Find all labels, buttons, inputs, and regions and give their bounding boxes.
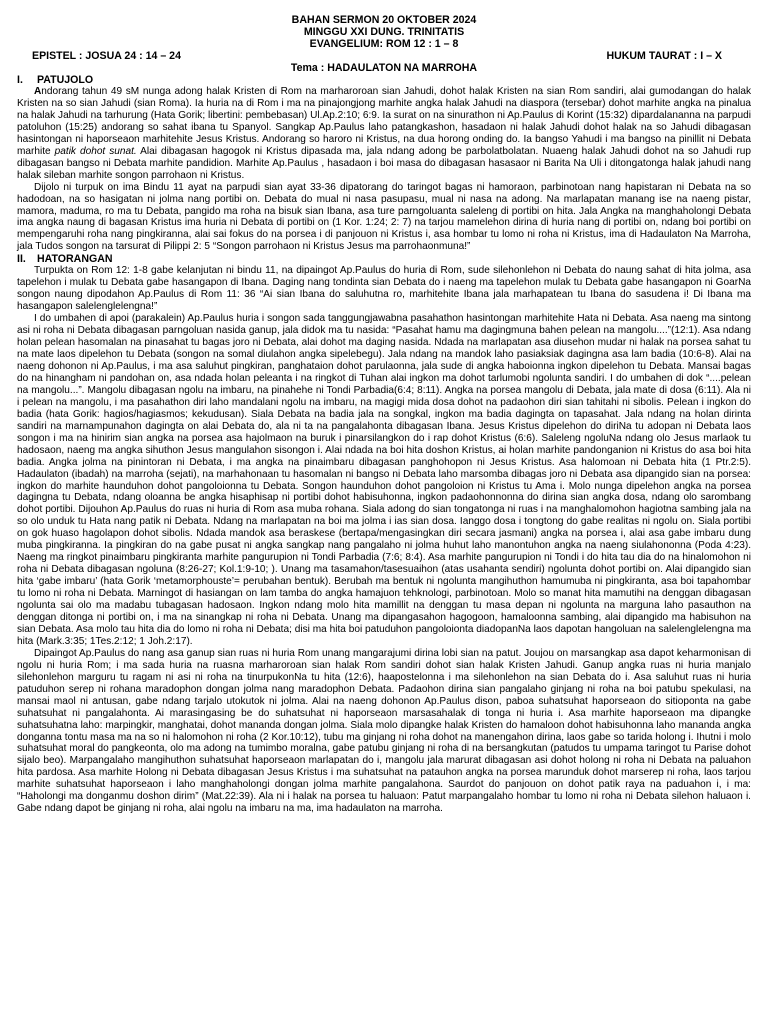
paragraph-italic-text: patik dohot sunat. — [54, 145, 137, 157]
header-title: BAHAN SERMON 20 OKTOBER 2024 — [291, 14, 477, 26]
hukum-taurat-reading: HUKUM TAURAT : I – X — [606, 50, 722, 62]
drop-letter: A — [34, 86, 42, 97]
paragraph: Dijolo ni turpuk on ima Bindu 11 ayat na parpudi sian ayat 33-36 dipatorang do taringot bagas ni hamoraon, parbinotoan nang hapistaran ni Debata na so hadodoan, na so hasigatan ni jolma nang portibi on. Debata do mual ni nasa pasupasu, mual ni nasa na adong. Na marlapatan manang ise na naeng pistar, mamora, maduma, ro ma tu Debata, pangido ma roha na bisuk sian Ibana, asa ture parngoluanta saleleng di portibi on hita. Jala Angka na manghaholongi Debata ima angka naung di bagasan Kristus ima huria ni Debata di portibi on (1 Kor. 1:24; 2: 7) na tarjou mamelehon dirina di huria nang di portibi on, ndang boi portibi on mempengaruhi roha nang pingkiranna, alai sai fokus do na porsea i di panjouon ni Kristus i, asa hombar tu lomo ni roha ni Kristus, ima di Hadaulaton Na Marroha, jala Tudos songon na tarsurat di Pilippi 2: 5 “Songon parrohaon ni Kristus Jesus ma parrohaonmuna!” — [17, 181, 751, 253]
section-heading-patujolo — [17, 74, 751, 86]
readings-row — [17, 50, 751, 62]
paragraph-text: Alai dibagasan hagogok ni Kristus dipasada ma, jala ndang adong be parbolatbolatan. Nuaeng halak Jahudi dohot na so Jahudi rup dibagasan bangso ni Debata marhite pandidion. Marhite Ap.Paulus , hasadaon i boi masa do dibagasan hasasaor ni Barita Na Uli i ditongatonga halak jahudi nang halak sileban marhite songon parrohaon ni Kristus. — [17, 145, 751, 181]
paragraph — [17, 86, 751, 182]
paragraph: Turpukta on Rom 12: 1-8 gabe kelanjutan ni bindu 11, na dipaingot Ap.Paulus do huria di Rom, sude silehonlehon ni Debata do naung sahat di hita jolma, asa tapelehon i mulak tu Debata gabe hasangapon di Ibana. Daging nang tondinta sian Debata do i naeng ma tapelehon mulak tu Debata gabe hasangapon ni GoarNa songon naung dipodahon Ap.Paulus di Rom 11: 36 “Ai sian Ibana do saluhutna ro, marhitehite Ibana jala marhapatean tu Ibana do sasudena i! Di Ibana ma hasangapon salelenglelengna!” — [17, 265, 751, 313]
paragraph: Dipaingot Ap.Paulus do nang asa ganup sian ruas ni huria Rom unang mangarajumi dirina lobi sian na patut. Joujou on marsangkap asa dapot keharmonisan di ngolu ni huria Rom; i ma sada huria na ruasna marharoroan sian halak Rom sandiri dohot sian halak Kristen Jahudi. Ganup angka ruas ni huria manjalo silehonlehon marguru tu ragam ni asi ni roha na tinurpukonNa tu hita (12:6), haapostelonna i ma silehonlehon na sian Debata do i. Asa saluhut ruas ni huria patuduhon serep ni rohana maradophon dongan jolma nang maradophon Debata. Padaohon dirina sian pangalaho ginjang ni roha na boi patubu spekulasi, na mansai maol ni antusan, gabe ndang tarjalo utokutok ni jolma. Alai na naeng dohonon Ap.Paulus dison, paboa suhatsuhat haporseaon do sitioponta na gabe suhatsuhat ni pangalahonta. Ai marasingasing be do suhatsuhat ni haporseaon marsasahalak di tonga ni huria i. Asa marhite haporseaon ma dipangke suhatsuhatna laho: marpingkir, manghatai, dohot mananda dongan jolma. Siala molo dipangke halak Kristen do hamaloon dohot habisuhonna laho mananda angka donganna tontu masa ma na so ni halomohon ni roha (2 Kor.10:12), tubu ma ginjang ni roha dohot na manengahon dirina, laos gabe so tarida holong i. Ihutni i molo suhatsuhat moral do pangkeonta, olo ma adong na tumimbo moralna, gabe patubu ginjang ni roha di na bersangkutan (patudos tu umpama taringot tu Parise dohot sijalo beo). Marpangalaho mangihuthon suhatsuhat haporseaon marlapatan do i, mangolu jala marurat dibagasan asi dohot holong ni roha ni Debata na paluahon hita pardosa. Asa marhite Holong ni Debata dibagasan Jesus Kristus i ma suhatsuhat na patauhon angka na porsea marunduk dohot marserep ni roha, laos tarjou marhite suhatsuhat haporseaon i laho manghaholongi dongan jolma marhite pangalahona. Saurdot do panjouon on dohot patik raya na paduahon i, i ma: “Haholongi ma donganmu doshon dirim” (Mat.22:39). Ala ni i halak na porsea tu haluaon: Patut marpangalaho hombar tu lomo ni roha ni Debata silehon haluaon i. Gabe ndang dapot be ginjang ni roha, alai ngolu na imbaru na ma, ima hadaulaton na marroha. — [17, 647, 751, 815]
section-heading-hatorangan — [17, 253, 751, 265]
section-number: I. — [17, 74, 23, 86]
section-title: HATORANGAN — [37, 253, 113, 266]
paragraph-text: ndorang tahun 49 sM nunga adong halak Kristen di Rom na marharoroan sian Jahudi, dohot halak Kristen na sian Rom sandiri, alai gumodangan do halak Kristen na so sian Jahudi (sian Roma). Ia huria na di Rom i ma na pinajongjong marhite angka halak Jahudi na diaspora (tersebar) dohot marhite angka na pinalua na halak Jahudi na tarhurung (Hata Gorik; libertini: pembebasan) Ul.Ap.2:10; 6:9. Ia surat on na sinurathon ni Ap.Paulus di Korint (15:32) dipardalananna na parpudi patoluhon (15:25) andorang so sahat ibana tu Spanyol. Sangkap Ap.Paulus laho patangkashon, hasadaon ni halak Jahudi dohot halak na so Jahudi dibagasan hasintongan ni haporseaon marhitehite Jesus Kristus. Andorang so haroro ni Kristus, na dua horong onding do. Ia bangso Yahudi i ma bangso na pinillit ni Debata marhite — [17, 86, 751, 157]
section-number: II. — [17, 253, 26, 266]
header-evangelium: EVANGELIUM: ROM 12 : 1 – 8 — [309, 38, 459, 50]
header-sunday: MINGGU XXI DUNG. TRINITATIS — [303, 26, 465, 38]
sermon-theme: Tema : HADAULATON NA MARROHA — [290, 62, 478, 74]
paragraph: I do umbahen di apoi (parakalein) Ap.Paulus huria i songon sada tanggungjawabna pasahathon hasintongan marhitehite Hata ni Debata. Asa naeng ma sintong asi ni roha ni Debata dibagasan parngoluan nasida ganup, jala didok ma tu nasida: “Pasahat hamu ma dagingmuna bahen pelean na mangolu....”(12:1). Asa ndang holan pelean hasomalan na pinasahat tu bagas joro ni Debata, alai dohot ma daging nasida. Ndada na marlapatan asa diusehon mudar ni halak na porsea sahat tu na mate laos dipelehon tu Debata (songon na somal diulahon angka sipelebegu). Jala ndang na mandok laho pasiaksiak dagingna asa lam badia (10:6-8). Alai na naeng dohonon ni Ap.Paulus, i ma asa saluhut pingkiran, panghataion dohot parulaonna, jala sude di angka haboionna ingkon dipelehon tu Debata. Mansai bagas do na hinangham ni pandohan on, asa ndada holan peleanta i na ringkot di Tuhan alai ingkon ma dohot tarlumobi ngolunta sandiri. I do umbahen di dok “....pelean na mangolu...”. Mangolu dibagasan ngolu na imbaru, na pinahehe ni Tondi Parbadia(6:4; 8:11). Angka na porsea mangolu di Debata, jala mate di dosa (6:11). Ala ni i pelean na mangolu, i ma pasahathon diri laho mandalani ngolu na imbaru, na magigi mida dosa dohot na padaohon diri sian tahitahi ni sibolis. Pelean i ingkon do badia (hata Gorik: hagios/hagiasmos; kekudusan). Siala Debata na badia jala na songkal, ingkon ma badia dagingta on tapasahat. Jala ndang na holan dirinta sandiri na marnampunahon dagingta on alai Debata do, ala ni ta na pangalahonta dibagasan Ibana. Jesus Kristus dipelehon do diriNa tu adopan ni Debata laos songon i ma na hinirim sian angka na porsea asa hajolmaon na buruk i pinarsilangkon do i rap dohot Kristus (6:6). Saleleng ngoluNa ndang olo Jesus marlaok tu hadosaon, naeng ma angka sihuthon Jesus mangulahon sisongon i. Alai ndada na boi hita doshon Kristus, ai holan marhite pandonganion ni Kristus do asa boi hita badia. Angka jolma na pinintoran ni Debata, i ma angka na pinaimbaru dibagasan panghohopon ni Jesus Kristus. Asa halomoan ni Debata hita (1 Ptr.2:5). Hadaulaton (ibadah) na marroha (sejati), na marhahonaan tu hasomalan ni bangso ni Debata laho marsomba dibagas joro ni Debata asa dipangido sian na porsea: ingkon do marhite haunduhon dohot pangoloionna tu Debata. Songon haunduhon dohot pangoloion ni Kristus tu Ama i. Molo nunga dipelehon angka na porsea dagingna tu Debata, ndang oloanna be angka hisaphisap ni portibi dohot habisuhonna, ingkon padaohonnonna do dirina sian angka dosa, ndang olo sarombang dohot portibi. Dijouhon Ap.Paulus do ruas ni huria di Rom asa muba rohana. Siala adong do sian tongatonga ni ruas i na manghalomohon hagiotna sambing jala na so olo unduk tu Hata nang patik ni Debata. Ndang na marlapatan na boi ma jolma i ias sian dosa. Ianggo dosa i tongtong do gabe realitas ni ngolu on. Siala portibi on gok huaso hagolapon dohot sibolis. Ndada mandok asa beraskese (bertapa/mengasingkan diri secara jasmani) angka na porsea i, alai asa gabe imbaru dung muba pingkiranna. Ia pingkiran do na gabe pusat ni angka sangkap nang pangalaho ni jolma huhut laho manontuhon angka na naeng siulahononna (Poda 4:23). Naeng ma ringkot pinaimbaru pingkiranta marhite pangurupion ni Tondi Parbadia (7:6; 8:4). Asa marhite pangurupion ni Tondi i do hita tau dia do na hinalomohon ni roha ni Debata dibagasan ngoluna (8:26-27; Kol.1:9-10; ). Unang ma tasamahon/tasesuaihon (atas usahanta sendiri) ngolunta dohot portibi on. Alai dipangido sian hita ‘gabe imbaru’ (hata Gorik ‘metamorphouste’= perubahan bentuk). Berubah ma bentuk ni ngolunta mangihuthon hamumuba ni pingkiranta, asa boi tapahombar tu lomo ni roha ni Debata. Marningot di hasiangan on lam tamba do angka hamajuon tehknologi, parbinotoan. Molo so manat hita mamutihi na denggan dibagasan ngolunta sai olo ma madabu tubagasan hadosaon. Ingkon ndang molo hita mamillit na denggan tu masa depan ni ngolunta na marguna laho pasauthon na denggan ditonga ni portibi on, i ma na sinangkap ni roha ni Debata. Unang ma dipangasahon hagogoon, hamaloonna sambing, alai dipangido ma habisuhon na sian Debata. Asa molo tau hita dia do lomo ni roha ni Debata; disi ma hita boi patuduhon pangoloionta diadopanNa laos dapotan hangoluan na salelenglelengna ma hita (Mark.3:35; 1Tes.2:12; 1 Joh.2:17). — [17, 313, 751, 647]
section-title: PATUJOLO — [37, 74, 94, 86]
epistel-reading: EPISTEL : JOSUA 24 : 14 – 24 — [32, 50, 181, 62]
